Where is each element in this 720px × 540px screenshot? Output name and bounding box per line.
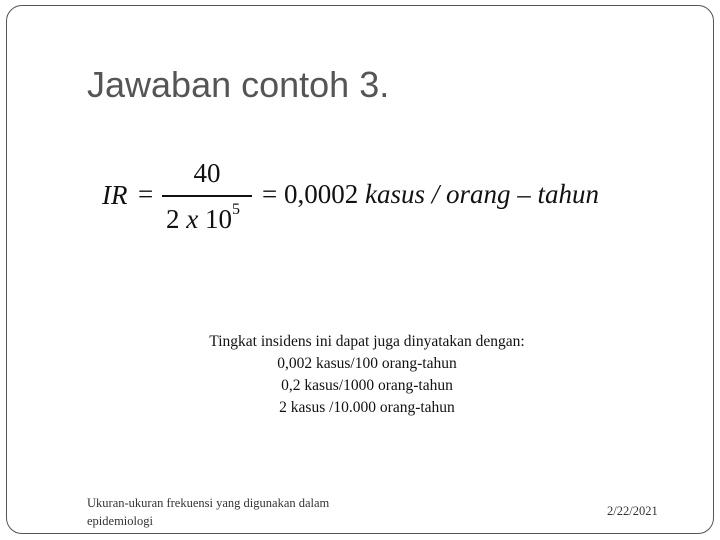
- denominator-coefficient: 2: [166, 204, 180, 234]
- body-text: [157, 331, 577, 419]
- body-line: Tingkat insidens ini dapat juga dinyatakan dengan:: [209, 333, 525, 350]
- denominator-base: 10: [204, 204, 232, 234]
- formula-numerator: 40: [193, 158, 221, 188]
- slide: [6, 5, 714, 534]
- footer-caption: Ukuran-ukuran frekuensi yang digunakan dalam epidemiologi: [87, 496, 330, 528]
- slide-title: Jawaban contoh 3.: [87, 64, 390, 105]
- formula-lhs: IR: [102, 180, 128, 210]
- denominator-times: x: [186, 204, 199, 234]
- footer-date: 2/22/2021: [607, 504, 658, 518]
- denominator-exponent: 5: [231, 201, 240, 218]
- body-line: 0,002 kasus/100 orang-tahun: [277, 355, 457, 372]
- formula-unit: kasus / orang – tahun: [364, 179, 599, 209]
- formula: [102, 156, 662, 246]
- body-line: 0,2 kasus/1000 orang-tahun: [281, 377, 453, 394]
- fraction-bar: [162, 195, 252, 197]
- formula-denominator: [166, 201, 240, 235]
- formula-equals-sign: =: [138, 179, 154, 209]
- formula-fraction: [162, 156, 252, 246]
- formula-rhs: [262, 179, 599, 210]
- formula-result: = 0,0002: [262, 179, 359, 209]
- body-line: 2 kasus /10.000 orang-tahun: [279, 399, 455, 416]
